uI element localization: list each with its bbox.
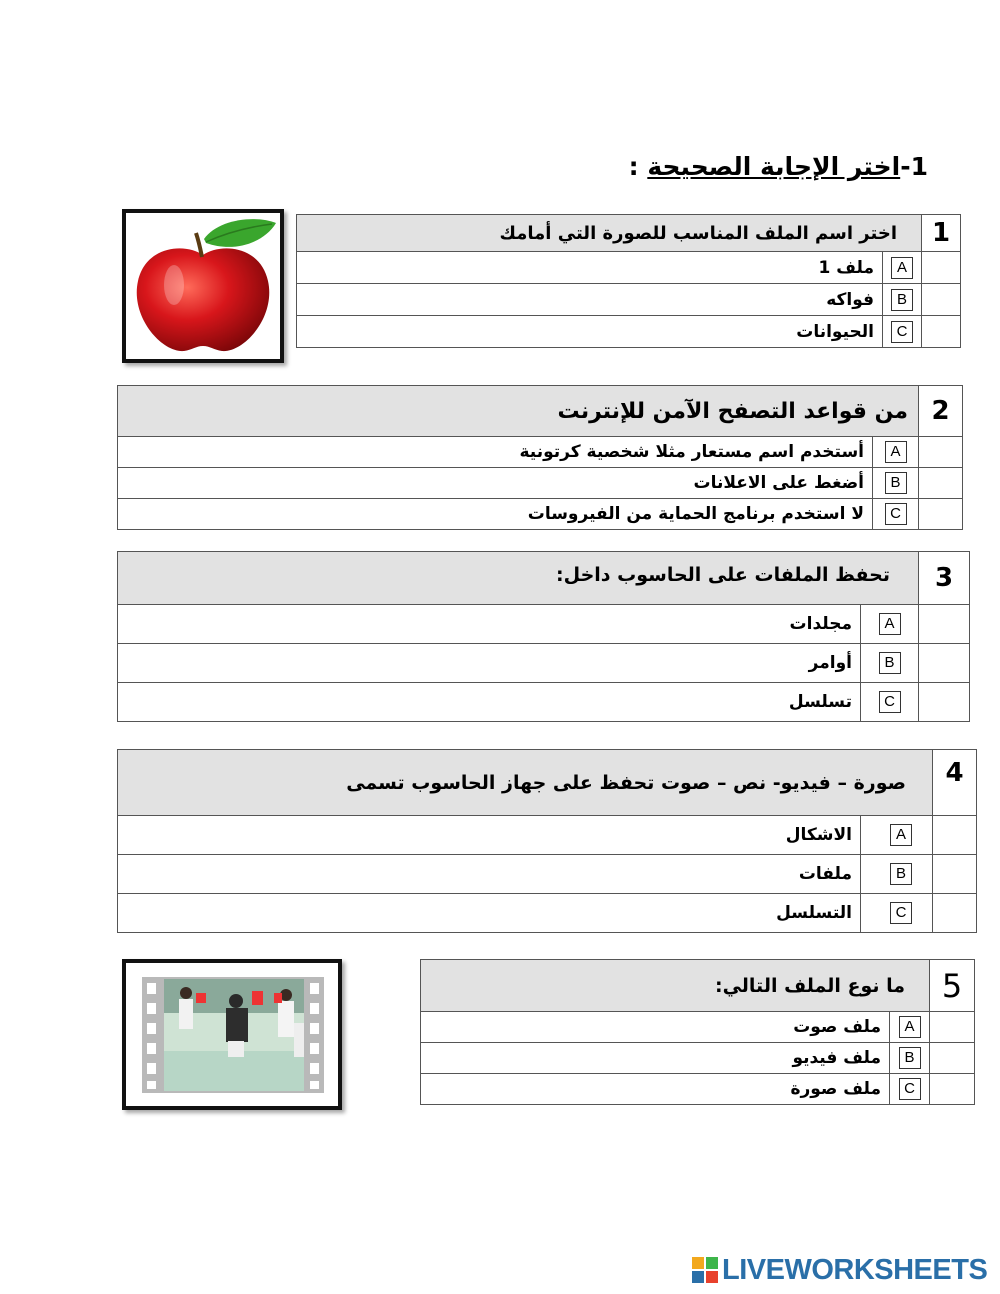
option-letter: B <box>891 289 913 311</box>
option-a-text: أستخدم اسم مستعار مثلا شخصية كرتونية <box>118 437 873 468</box>
section-colon: : <box>628 152 648 181</box>
option-b-box[interactable] <box>883 284 922 316</box>
option-b-box[interactable] <box>861 855 933 894</box>
option-c-box[interactable] <box>873 499 919 530</box>
option-a-text: مجلدات <box>118 605 861 644</box>
option-a-text: ملف صوت <box>421 1012 890 1043</box>
question-text: ما نوع الملف التالي: <box>421 960 930 1012</box>
apple-image <box>122 209 284 363</box>
section-heading <box>629 152 928 181</box>
question-number: 1 <box>922 215 961 252</box>
option-letter: B <box>885 472 907 494</box>
option-c-text: تسلسل <box>118 683 861 722</box>
section-title: اختر الإجابة الصحيحة <box>647 152 901 181</box>
question-text: تحفظ الملفات على الحاسوب داخل: <box>118 552 919 605</box>
option-a-text: الاشكال <box>118 816 861 855</box>
question-text: من قواعد التصفح الآمن للإنترنت <box>118 386 919 437</box>
option-letter: B <box>890 863 912 885</box>
option-a-box[interactable] <box>883 252 922 284</box>
question-text: صورة – فيديو- نص – صوت تحفظ على جهاز الحاسوب تسمى <box>118 750 933 816</box>
option-a-box[interactable] <box>861 816 933 855</box>
question-3-table <box>117 551 970 722</box>
apple-icon <box>126 213 280 359</box>
option-c-box[interactable] <box>883 316 922 348</box>
question-1-table <box>296 214 961 348</box>
option-letter: A <box>899 1016 921 1038</box>
question-number: 4 <box>933 750 977 816</box>
question-2-table <box>117 385 963 530</box>
option-b-text: أضغط على الاعلانات <box>118 468 873 499</box>
option-c-text: التسلسل <box>118 894 861 933</box>
option-b-box[interactable] <box>873 468 919 499</box>
video-image <box>122 959 342 1110</box>
option-letter: C <box>891 321 913 343</box>
option-a-box[interactable] <box>873 437 919 468</box>
question-number: 5 <box>930 960 975 1012</box>
option-c-text: الحيوانات <box>297 316 883 348</box>
section-number: 1- <box>900 152 928 181</box>
option-b-text: أوامر <box>118 644 861 683</box>
option-letter: A <box>891 257 913 279</box>
option-letter: C <box>890 902 912 924</box>
film-strip-icon <box>126 963 338 1106</box>
option-letter: B <box>899 1047 921 1069</box>
option-b-box[interactable] <box>861 644 919 683</box>
option-letter: A <box>885 441 907 463</box>
option-c-box[interactable] <box>861 894 933 933</box>
question-number: 2 <box>919 386 963 437</box>
question-number: 3 <box>919 552 970 605</box>
option-letter: C <box>899 1078 921 1100</box>
logo-text: LIVEWORKSHEETS <box>722 1253 988 1286</box>
option-b-text: ملفات <box>118 855 861 894</box>
option-letter: A <box>890 824 912 846</box>
option-b-box[interactable] <box>890 1043 930 1074</box>
option-b-text: ملف فيديو <box>421 1043 890 1074</box>
option-letter: A <box>879 613 901 635</box>
option-a-box[interactable] <box>861 605 919 644</box>
option-c-text: ملف صورة <box>421 1074 890 1105</box>
option-c-box[interactable] <box>861 683 919 722</box>
logo-blocks-icon <box>692 1257 718 1283</box>
question-4-table <box>117 749 977 933</box>
option-letter: B <box>879 652 901 674</box>
question-5-table <box>420 959 975 1105</box>
option-letter: C <box>879 691 901 713</box>
option-c-box[interactable] <box>890 1074 930 1105</box>
option-letter: C <box>885 503 907 525</box>
option-b-text: فواكه <box>297 284 883 316</box>
option-a-text: ملف 1 <box>297 252 883 284</box>
question-text: اختر اسم الملف المناسب للصورة التي أمامك <box>297 215 922 252</box>
liveworksheets-logo <box>692 1250 987 1290</box>
option-a-box[interactable] <box>890 1012 930 1043</box>
option-c-text: لا استخدم برنامج الحماية من الفيروسات <box>118 499 873 530</box>
